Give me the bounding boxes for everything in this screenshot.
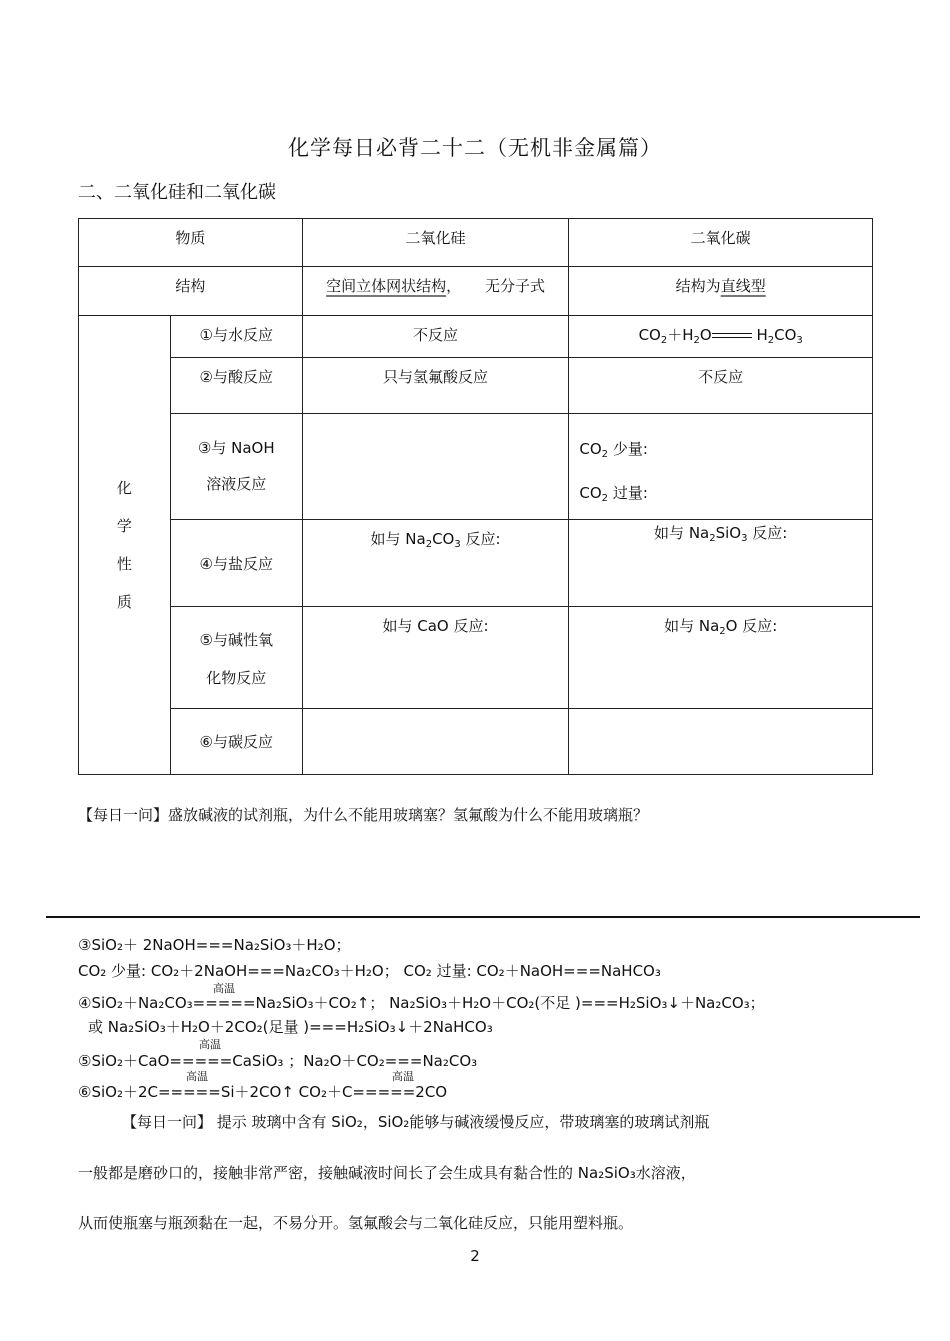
- co2-structure: 结构为直线型: [569, 267, 873, 316]
- properties-table: [78, 218, 873, 775]
- hint-line-3: 从而使瓶塞与瓶颈黏在一起，不易分开。氢氟酸会与二氧化硅反应，只能用塑料瓶。: [78, 1214, 634, 1232]
- section-heading: 二、二氧化硅和二氧化碳: [78, 182, 276, 203]
- structure-label: 结构: [79, 267, 303, 316]
- row-acid-co2: 不反应: [569, 358, 873, 414]
- row-oxide-co2: 如与 $Na_2O$ 反应:: [569, 607, 873, 709]
- row-carbon-co2: [569, 709, 873, 775]
- row-water-label: ①与水反应: [170, 316, 302, 358]
- co2-structure-linear: 直线型: [720, 277, 766, 295]
- row-oxide-label: ⑤与碱性氧 化物反应: [170, 607, 302, 709]
- row-salt-co2: 如与 $Na_2SiO_3$ 反应:: [569, 520, 873, 607]
- row-carbon-sio2: [302, 709, 569, 775]
- condition-high-temp: 高温: [186, 1070, 208, 1083]
- row-salt-label: ④与盐反应: [170, 520, 302, 607]
- row-salt-sio2: 如与 $Na_2CO_3$ 反应:: [302, 520, 569, 607]
- sio2-structure: 空间立体网状结构， 无分子式: [302, 267, 569, 316]
- answer-3: ③SiO₂＋ 2NaOH===Na₂SiO₃＋H₂O；: [78, 936, 351, 954]
- row-naoh-sio2: [302, 414, 569, 520]
- row-acid-label: ②与酸反应: [170, 358, 302, 414]
- page-title: 化学每日必背二十二（无机非金属篇）: [288, 136, 662, 160]
- equilibrium-arrow-icon: [712, 331, 752, 341]
- answer-5: ⑤SiO₂＋CaO=====CaSiO₃ ；Na₂O＋CO₂===Na₂CO₃: [78, 1052, 478, 1070]
- condition-high-temp: 高温: [392, 1070, 414, 1083]
- sio2-structure-text: 空间立体网状结构: [326, 277, 447, 295]
- answer-4: ④SiO₂＋Na₂CO₃=====Na₂SiO₃＋CO₂↑； Na₂SiO₃＋H₂O＋CO₂(不足 )===H₂SiO₃↓＋Na₂CO₃；: [78, 994, 765, 1012]
- row-carbon-label: ⑥与碳反应: [170, 709, 302, 775]
- page-number: 2: [470, 1247, 480, 1265]
- condition-high-temp: 高温: [199, 1038, 221, 1051]
- hint-line-2: 一般都是磨砂口的，接触非常严密，接触碱液时间长了会生成具有黏合性的 Na₂SiO₃水溶液，: [78, 1164, 696, 1182]
- row-water-co2: $CO_2+H_2O$ $H_2CO_3$: [569, 316, 873, 358]
- row-acid-sio2: 只与氢氟酸反应: [302, 358, 569, 414]
- header-substance: 物质: [79, 219, 303, 267]
- answer-3b: CO₂ 少量: CO₂＋2NaOH===Na₂CO₃＋H₂O； CO₂ 过量: CO₂＋NaOH===NaHCO₃: [78, 962, 661, 980]
- divider: [46, 916, 920, 918]
- answer-6: ⑥SiO₂＋2C=====Si＋2CO↑ CO₂＋C=====2CO: [78, 1083, 448, 1101]
- row-naoh-label: ③与 NaOH 溶液反应: [170, 414, 302, 520]
- row-naoh-co2: $CO_2$ 少量: $CO_2$ 过量:: [569, 414, 873, 520]
- row-oxide-sio2: 如与 CaO 反应:: [302, 607, 569, 709]
- daily-question: 【每日一问】盛放碱液的试剂瓶，为什么不能用玻璃塞？氢氟酸为什么不能用玻璃瓶？: [78, 806, 649, 824]
- header-sio2: 二氧化硅: [302, 219, 569, 267]
- chemical-properties-label: 化 学 性 质: [79, 316, 171, 775]
- answer-4b: 或 Na₂SiO₃＋H₂O＋2CO₂(足量 )===H₂SiO₃↓＋2NaHCO₃: [88, 1018, 493, 1036]
- hint-line-1: 【每日一问】 提示 玻璃中含有 SiO₂，SiO₂能够与碱液缓慢反应，带玻璃塞的玻璃试剂瓶: [122, 1113, 710, 1131]
- row-water-sio2: 不反应: [302, 316, 569, 358]
- condition-high-temp: 高温: [213, 982, 235, 995]
- header-co2: 二氧化碳: [569, 219, 873, 267]
